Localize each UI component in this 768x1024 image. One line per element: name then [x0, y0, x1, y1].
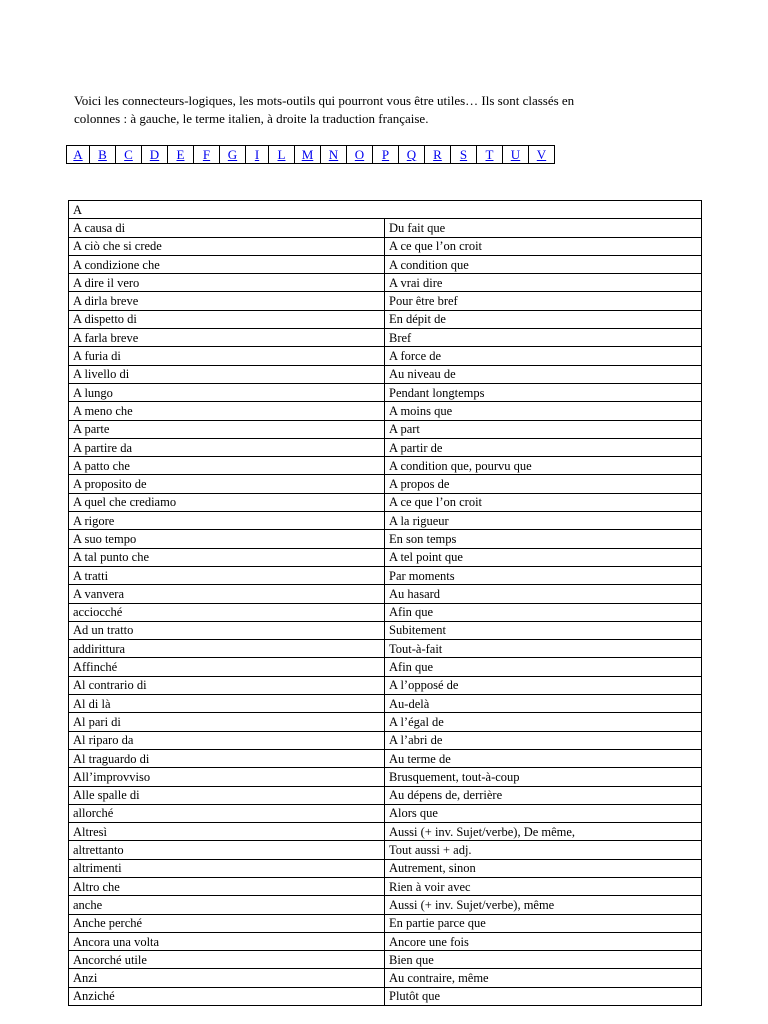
letter-link-r[interactable]: R: [433, 146, 442, 162]
letter-link-d[interactable]: D: [149, 146, 160, 162]
french-translation: Du fait que: [385, 219, 702, 237]
italian-term: allorché: [69, 804, 385, 822]
letter-link-e[interactable]: E: [176, 146, 185, 162]
french-translation: Pour être bref: [385, 292, 702, 310]
table-row: [69, 768, 702, 786]
italian-term: A proposito de: [69, 475, 385, 493]
french-translation: A la rigueur: [385, 512, 702, 530]
italian-term: A causa di: [69, 219, 385, 237]
french-translation: Bien que: [385, 951, 702, 969]
french-translation: A condition que: [385, 255, 702, 273]
alphabet-cell: [295, 146, 321, 164]
italian-term: Al contrario di: [69, 676, 385, 694]
italian-term: altrettanto: [69, 841, 385, 859]
table-row: [69, 731, 702, 749]
table-row: [69, 749, 702, 767]
alphabet-cell: [477, 146, 503, 164]
french-translation: Aussi (+ inv. Sujet/verbe), même: [385, 896, 702, 914]
letter-link-g[interactable]: G: [227, 146, 238, 162]
table-row: [69, 932, 702, 950]
letter-link-n[interactable]: N: [328, 146, 339, 162]
letter-link-c[interactable]: C: [124, 146, 133, 162]
alphabet-cell: [142, 146, 168, 164]
table-row: [69, 695, 702, 713]
italian-term: A parte: [69, 420, 385, 438]
french-translation: A propos de: [385, 475, 702, 493]
section-header-row: [69, 201, 702, 219]
french-translation: Alors que: [385, 804, 702, 822]
italian-term: Al traguardo di: [69, 749, 385, 767]
french-translation: En partie parce que: [385, 914, 702, 932]
french-translation: Au terme de: [385, 749, 702, 767]
table-row: [69, 859, 702, 877]
italian-term: A furia di: [69, 347, 385, 365]
letter-link-v[interactable]: V: [536, 146, 547, 162]
italian-term: Anzi: [69, 969, 385, 987]
letter-link-f[interactable]: F: [202, 146, 211, 162]
italian-term: A dirla breve: [69, 292, 385, 310]
alphabet-row: [67, 146, 555, 164]
table-row: [69, 640, 702, 658]
french-translation: Aussi (+ inv. Sujet/verbe), De même,: [385, 823, 702, 841]
italian-term: A meno che: [69, 402, 385, 420]
letter-link-t[interactable]: T: [485, 146, 494, 162]
alphabet-cell: [529, 146, 555, 164]
table-row: [69, 420, 702, 438]
alphabet-cell: [451, 146, 477, 164]
alphabet-cell: [67, 146, 90, 164]
table-row: [69, 365, 702, 383]
letter-link-s[interactable]: S: [459, 146, 468, 162]
table-row: [69, 823, 702, 841]
italian-term: Anche perché: [69, 914, 385, 932]
table-row: [69, 329, 702, 347]
table-row: [69, 658, 702, 676]
table-row: [69, 877, 702, 895]
french-translation: A l’égal de: [385, 713, 702, 731]
letter-link-p[interactable]: P: [381, 146, 390, 162]
letter-link-q[interactable]: Q: [406, 146, 417, 162]
french-translation: Pendant longtemps: [385, 383, 702, 401]
italian-term: A lungo: [69, 383, 385, 401]
table-row: [69, 347, 702, 365]
italian-term: A quel che crediamo: [69, 493, 385, 511]
french-translation: Tout aussi + adj.: [385, 841, 702, 859]
letter-link-i[interactable]: I: [254, 146, 260, 162]
french-translation: Subitement: [385, 621, 702, 639]
italian-term: A suo tempo: [69, 530, 385, 548]
table-row: [69, 274, 702, 292]
table-row: [69, 457, 702, 475]
table-row: [69, 603, 702, 621]
french-translation: A ce que l’on croit: [385, 237, 702, 255]
french-translation: Au niveau de: [385, 365, 702, 383]
italian-term: Ancorché utile: [69, 951, 385, 969]
table-row: [69, 512, 702, 530]
italian-term: Anziché: [69, 987, 385, 1005]
italian-term: A rigore: [69, 512, 385, 530]
italian-term: anche: [69, 896, 385, 914]
italian-term: A condizione che: [69, 255, 385, 273]
italian-term: addirittura: [69, 640, 385, 658]
table-row: [69, 786, 702, 804]
french-translation: Par moments: [385, 566, 702, 584]
french-translation: A force de: [385, 347, 702, 365]
french-translation: A ce que l’on croit: [385, 493, 702, 511]
table-row: [69, 219, 702, 237]
italian-term: Al di là: [69, 695, 385, 713]
alphabet-cell: [321, 146, 347, 164]
table-row: [69, 530, 702, 548]
letter-link-o[interactable]: O: [354, 146, 365, 162]
italian-term: A dispetto di: [69, 310, 385, 328]
italian-term: acciocché: [69, 603, 385, 621]
table-row: [69, 438, 702, 456]
intro-line-1: Voici les connecteurs-logiques, les mots-outils qui pourront vous être utiles… Ils sont classés en: [74, 93, 575, 108]
italian-term: altrimenti: [69, 859, 385, 877]
alphabet-cell: [168, 146, 194, 164]
table-row: [69, 676, 702, 694]
alphabet-cell: [194, 146, 220, 164]
table-row: [69, 310, 702, 328]
table-row: [69, 951, 702, 969]
french-translation: Rien à voir avec: [385, 877, 702, 895]
alphabet-cell: [269, 146, 295, 164]
italian-term: Affinché: [69, 658, 385, 676]
table-row: [69, 493, 702, 511]
italian-term: Alle spalle di: [69, 786, 385, 804]
french-translation: En dépit de: [385, 310, 702, 328]
french-translation: A tel point que: [385, 548, 702, 566]
french-translation: Ancore une fois: [385, 932, 702, 950]
letter-link-b[interactable]: B: [98, 146, 107, 162]
italian-term: A ciò che si crede: [69, 237, 385, 255]
alphabet-cell: [399, 146, 425, 164]
french-translation: Plutôt que: [385, 987, 702, 1005]
table-row: [69, 475, 702, 493]
french-translation: Afin que: [385, 603, 702, 621]
french-translation: A vrai dire: [385, 274, 702, 292]
alphabet-cell: [116, 146, 142, 164]
table-row: [69, 987, 702, 1005]
italian-term: Al pari di: [69, 713, 385, 731]
table-row: [69, 804, 702, 822]
french-translation: A l’opposé de: [385, 676, 702, 694]
alphabet-cell: [503, 146, 529, 164]
italian-term: A partire da: [69, 438, 385, 456]
intro-line-2: colonnes : à gauche, le terme italien, à droite la traduction française.: [74, 111, 429, 126]
italian-term: Altresì: [69, 823, 385, 841]
table-row: [69, 713, 702, 731]
french-translation: A condition que, pourvu que: [385, 457, 702, 475]
italian-term: Altro che: [69, 877, 385, 895]
letter-link-l[interactable]: L: [277, 146, 286, 162]
french-translation: Bref: [385, 329, 702, 347]
french-translation: A part: [385, 420, 702, 438]
alphabet-index: [66, 145, 555, 164]
table-row: [69, 292, 702, 310]
french-translation: Autrement, sinon: [385, 859, 702, 877]
italian-term: A farla breve: [69, 329, 385, 347]
connectors-table: [68, 200, 702, 1006]
french-translation: Au hasard: [385, 585, 702, 603]
alphabet-cell: [246, 146, 269, 164]
french-translation: En son temps: [385, 530, 702, 548]
italian-term: Ad un tratto: [69, 621, 385, 639]
french-translation: A moins que: [385, 402, 702, 420]
italian-term: A livello di: [69, 365, 385, 383]
french-translation: A partir de: [385, 438, 702, 456]
alphabet-cell: [220, 146, 246, 164]
italian-term: Al riparo da: [69, 731, 385, 749]
italian-term: All’improvviso: [69, 768, 385, 786]
connectors-table-body: [69, 201, 702, 1006]
alphabet-cell: [373, 146, 399, 164]
italian-term: A dire il vero: [69, 274, 385, 292]
french-translation: Afin que: [385, 658, 702, 676]
table-row: [69, 969, 702, 987]
table-row: [69, 237, 702, 255]
french-translation: Au dépens de, derrière: [385, 786, 702, 804]
table-row: [69, 548, 702, 566]
section-header: A: [69, 201, 702, 219]
french-translation: Tout-à-fait: [385, 640, 702, 658]
table-row: [69, 585, 702, 603]
letter-link-m[interactable]: M: [301, 146, 314, 162]
italian-term: A patto che: [69, 457, 385, 475]
french-translation: A l’abri de: [385, 731, 702, 749]
table-row: [69, 621, 702, 639]
french-translation: Brusquement, tout-à-coup: [385, 768, 702, 786]
letter-link-a[interactable]: A: [73, 146, 83, 162]
table-row: [69, 566, 702, 584]
italian-term: A vanvera: [69, 585, 385, 603]
table-row: [69, 896, 702, 914]
table-row: [69, 402, 702, 420]
table-row: [69, 841, 702, 859]
alphabet-cell: [90, 146, 116, 164]
italian-term: Ancora una volta: [69, 932, 385, 950]
table-row: [69, 255, 702, 273]
italian-term: A tal punto che: [69, 548, 385, 566]
french-translation: Au contraire, même: [385, 969, 702, 987]
alphabet-cell: [347, 146, 373, 164]
italian-term: A tratti: [69, 566, 385, 584]
intro-text: [74, 92, 694, 128]
french-translation: Au-delà: [385, 695, 702, 713]
alphabet-cell: [425, 146, 451, 164]
letter-link-u[interactable]: U: [510, 146, 521, 162]
table-row: [69, 914, 702, 932]
table-row: [69, 383, 702, 401]
